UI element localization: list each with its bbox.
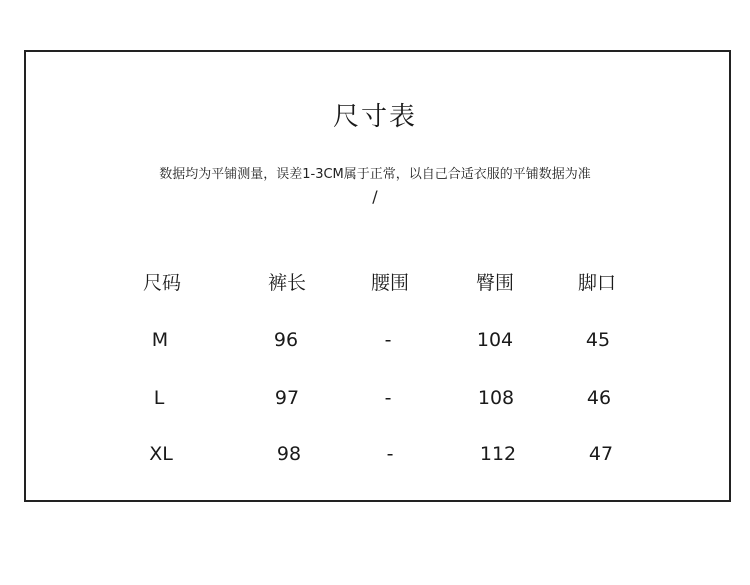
table-cell-waist: - — [384, 387, 392, 409]
table-cell-waist: - — [384, 329, 392, 351]
table-cell-pants-length: 97 — [274, 387, 300, 409]
measurement-note: 数据均为平铺测量，误差1-3CM属于正常，以自己合适衣服的平铺数据为准 — [159, 167, 591, 182]
table-cell-pants-length: 96 — [273, 329, 299, 351]
table-cell-size: M — [151, 329, 169, 351]
header-size: 尺码 — [142, 272, 182, 294]
table-cell-size: XL — [149, 443, 173, 465]
size-chart-title: 尺寸表 — [332, 102, 417, 132]
table-cell-waist: - — [386, 443, 394, 465]
table-cell-leg-opening: 47 — [588, 443, 614, 465]
header-hip: 臀围 — [475, 272, 515, 294]
table-cell-hip: 112 — [479, 443, 517, 465]
table-cell-hip: 104 — [476, 329, 514, 351]
table-cell-size: L — [153, 387, 165, 409]
header-waist: 腰围 — [370, 272, 410, 294]
measurement-note-slash: / — [372, 187, 378, 206]
table-cell-leg-opening: 46 — [586, 387, 612, 409]
table-cell-hip: 108 — [477, 387, 515, 409]
header-leg-opening: 脚口 — [577, 272, 617, 294]
table-cell-leg-opening: 45 — [585, 329, 611, 351]
header-pants-length: 裤长 — [267, 272, 307, 294]
table-cell-pants-length: 98 — [276, 443, 302, 465]
